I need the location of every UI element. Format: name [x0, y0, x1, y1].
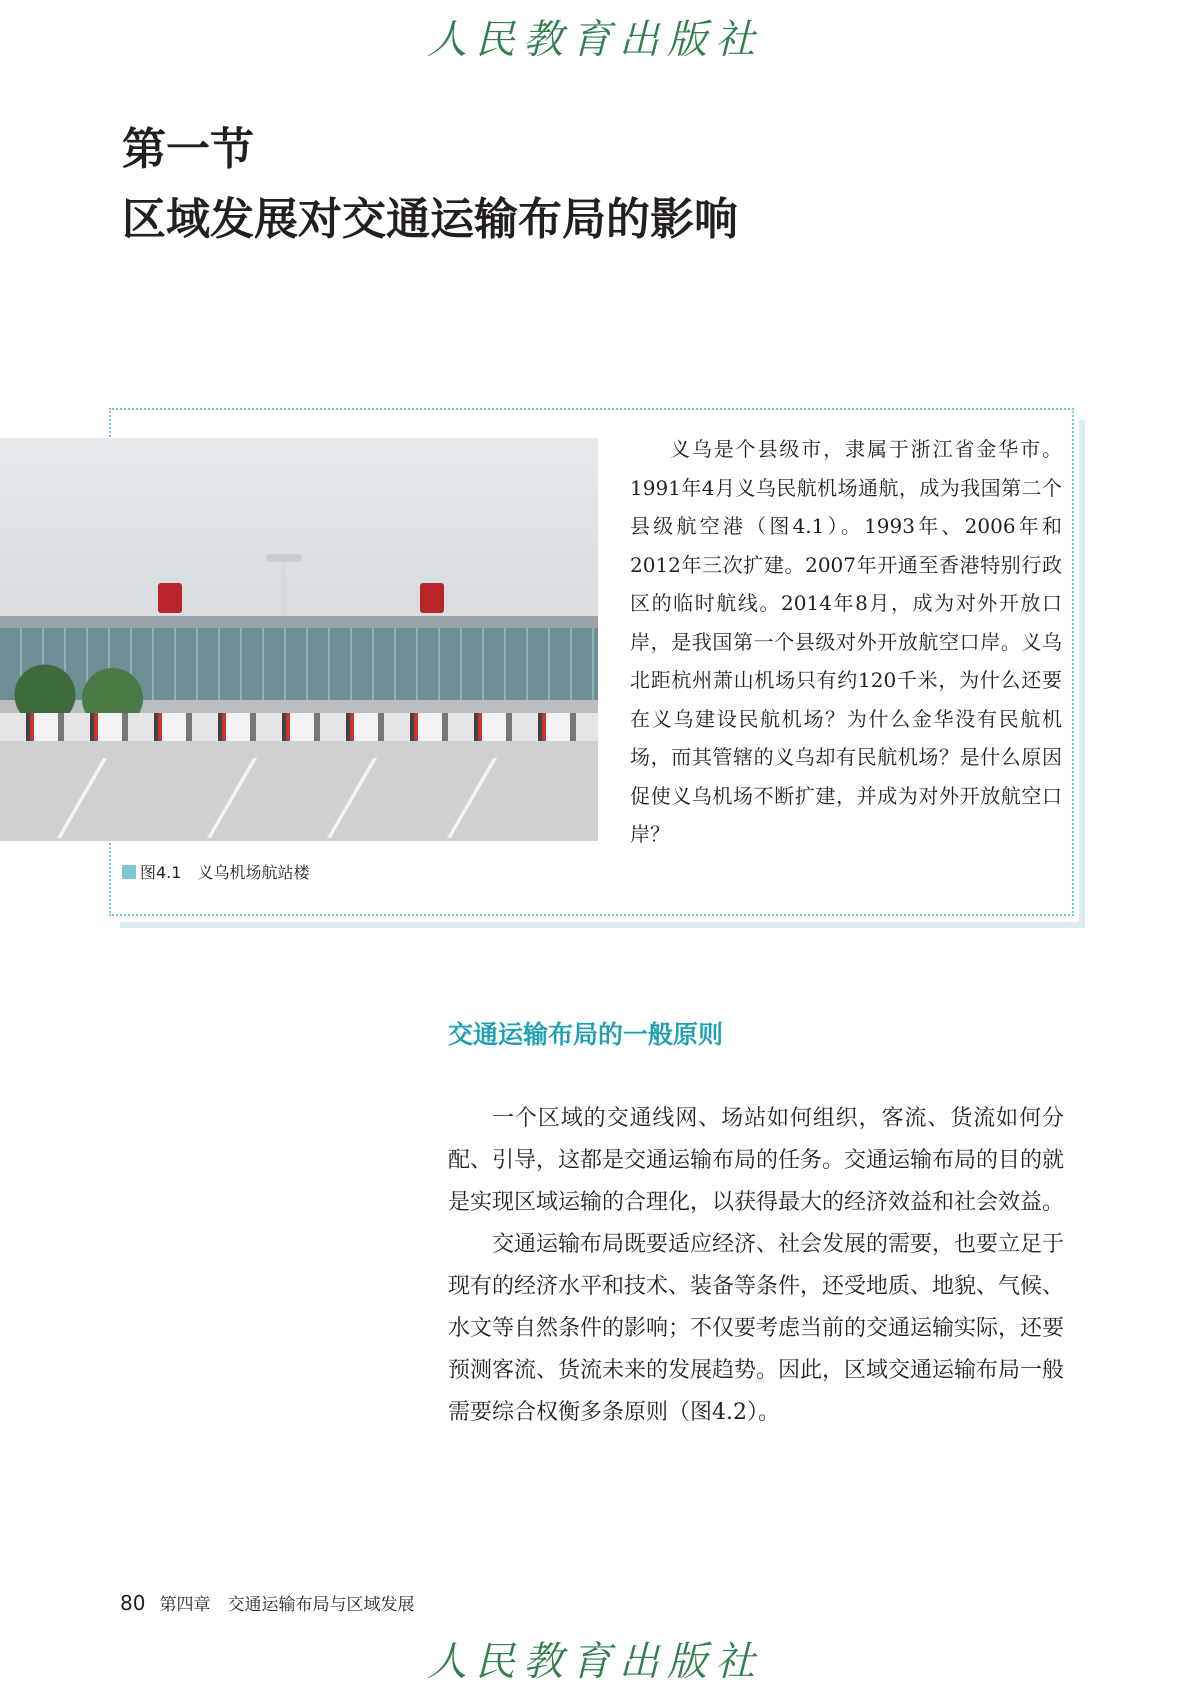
airport-terminal-photo — [0, 438, 598, 841]
figure-number: 图4.1 — [140, 863, 182, 882]
caption-marker-icon — [122, 865, 136, 879]
lamp-head — [266, 554, 302, 562]
terminal-sign-left — [158, 583, 182, 613]
page-footer — [120, 1590, 414, 1615]
figure-caption-text: 义乌机场航站楼 — [197, 863, 310, 882]
parked-cars — [0, 713, 598, 741]
terminal-sign-right — [420, 583, 444, 613]
body-paragraph-1: 一个区域的交通线网、场站如何组织，客流、货流如何分配、引导，这都是交通运输布局的任务。交通运输布局的目的就是实现区域运输的合理化，以获得最大的经济效益和社会效益。 — [448, 1106, 1065, 1215]
case-study-text — [630, 430, 1062, 854]
page-number: 80 — [120, 1591, 146, 1615]
subsection-title: 交通运输布局的一般原则 — [448, 1020, 724, 1049]
case-study-paragraph: 义乌是个县级市，隶属于浙江省金华市。1991年4月义乌民航机场通航，成为我国第二个县级航空港（图4.1）。1993年、2006年和2012年三次扩建。2007年开通至香港特别行政区的临时航线。2014年8月，成为对外开放口岸，是我国第一个县级对外开放航空口岸。义乌北距杭州萧山机场只有约120千米，为什么还要在义乌建设民航机场？为什么金华没有民航机场，而其管辖的义乌却有民航机场？是什么原因促使义乌机场不断扩建，并成为对外开放航空口岸？ — [630, 437, 1062, 846]
section-number: 第一节 — [122, 124, 254, 175]
chapter-title: 第四章 交通运输布局与区域发展 — [159, 1595, 415, 1615]
publisher-logo-bottom: 人民教育出版社 — [427, 1639, 763, 1685]
terminal-roof — [0, 616, 598, 628]
publisher-logo-top: 人民教育出版社 — [427, 17, 763, 63]
figure-caption — [122, 860, 309, 883]
body-text — [448, 1098, 1064, 1434]
section-heading — [122, 115, 738, 255]
body-paragraph-2: 交通运输布局既要适应经济、社会发展的需要，也要立足于现有的经济水平和技术、装备等条件，还受地质、地貌、气候、水文等自然条件的影响；不仅要考虑当前的交通运输实际，还要预测客流、货流未来的发展趋势。因此，区域交通运输布局一般需要综合权衡多条原则（图4.2）。 — [448, 1232, 1065, 1425]
parking-lot — [0, 741, 598, 841]
section-title: 区域发展对交通运输布局的影响 — [122, 194, 738, 245]
